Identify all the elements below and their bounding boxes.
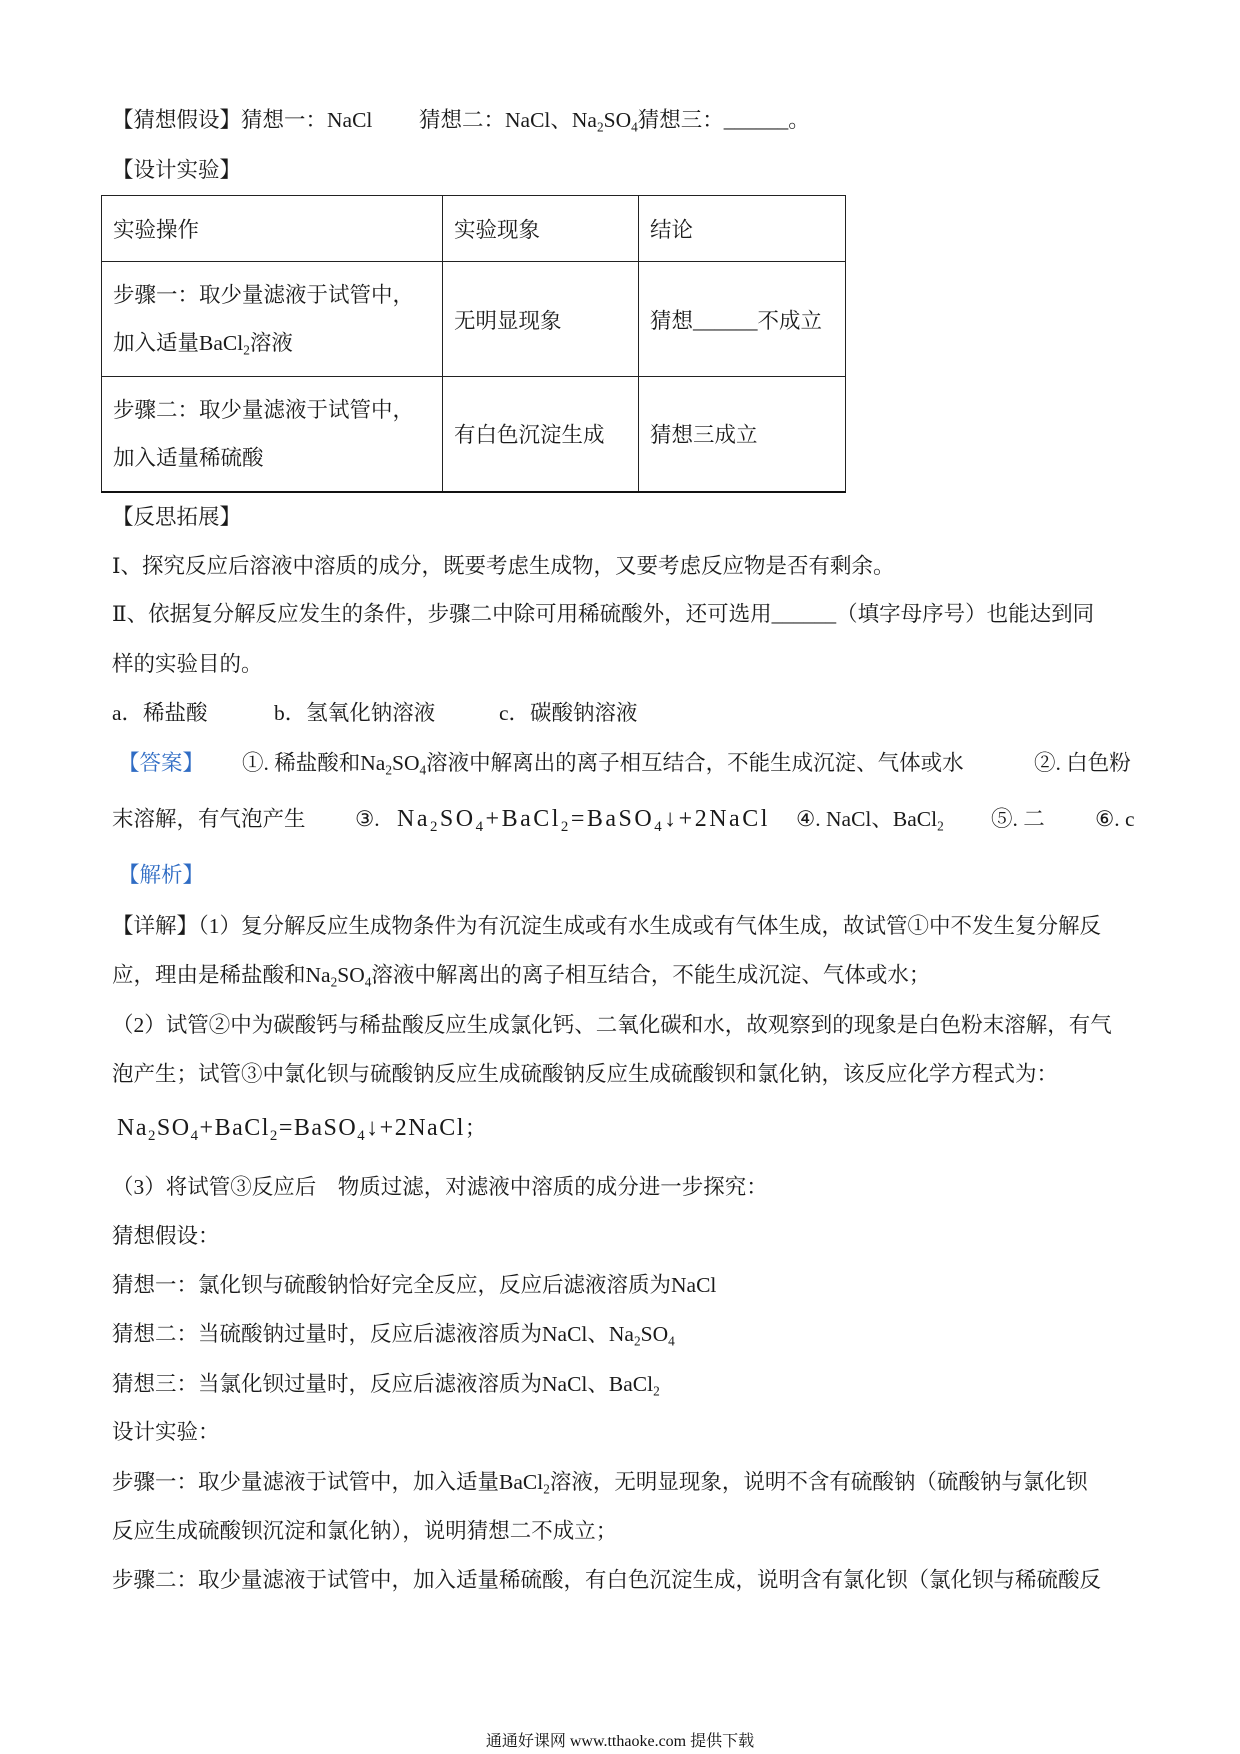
cell-line — [113, 271, 431, 319]
text-run: SO — [603, 108, 632, 132]
detail-label: 【详解】 — [112, 914, 199, 938]
subscript: 2 — [596, 119, 604, 135]
reflection-heading: 【反思拓展】 — [112, 505, 242, 529]
subscript: 2 — [269, 1127, 279, 1144]
analysis-label: 【解析】 — [118, 863, 205, 887]
answer-item-2-part-2: 末溶解，有气泡产生 — [112, 807, 306, 831]
text-run: 步骤一：取少量滤液于试管中， — [113, 283, 415, 307]
analysis-step-1-line-2: 反应生成硫酸钡沉淀和氯化钠），说明猜想二不成立； — [112, 1519, 618, 1543]
answer-item-6: ⑥. c — [1095, 807, 1135, 831]
table-row — [102, 262, 846, 377]
analysis-p3: （3）将试管③反应后 物质过滤，对滤液中溶质的成分进一步探究： — [112, 1175, 768, 1199]
analysis-hypotheses-heading: 猜想假设： — [112, 1224, 220, 1248]
analysis-p1-line-1 — [112, 913, 1136, 939]
subscript: 2 — [633, 1333, 641, 1347]
table-cell-phenomenon: 有白色沉淀生成 — [443, 377, 639, 492]
subscript: 4 — [631, 119, 638, 135]
text-run: +BaCl — [485, 806, 561, 832]
text-run: ↓+2NaCl — [664, 806, 770, 832]
text-run: 步骤二：取少量滤液于试管中， — [113, 397, 415, 422]
subscript: 2 — [937, 818, 944, 834]
subscript: 4 — [419, 762, 427, 778]
reflection-item-1: Ⅰ、探究反应后溶液中溶质的成分，既要考虑生成物，又要考虑反应物是否有剩余。 — [112, 554, 895, 578]
answer-item-5: ⑤. 二 — [991, 807, 1045, 831]
analysis-design-heading: 设计实验： — [112, 1420, 220, 1444]
text-run: Na — [397, 806, 430, 832]
option-b: b．氢氧化钠溶液 — [274, 701, 436, 725]
table-header-row — [102, 196, 846, 262]
cell-line — [113, 319, 431, 367]
answer-item-2-part-1: ②. 白色粉 — [1034, 751, 1131, 775]
analysis-hypothesis-3 — [112, 1371, 1136, 1397]
experiment-table — [101, 195, 846, 493]
equation-end-punct: ； — [464, 1116, 487, 1140]
subscript: 4 — [357, 1127, 367, 1144]
analysis-step-2-line-1: 步骤二：取少量滤液于试管中，加入适量稀硫酸，有白色沉淀生成，说明含有氯化钡（氯化钡与稀硫酸反 — [112, 1568, 1102, 1592]
text-run: 溶液中解离出的离子相互结合，不能生成沉淀、气体或水 — [426, 751, 964, 775]
option-a: a．稀盐酸 — [112, 701, 208, 725]
analysis-equation — [117, 1115, 465, 1144]
analysis-hypothesis-1: 猜想一：氯化钡与硫酸钠恰好完全反应，反应后滤液溶质为NaCl — [112, 1273, 717, 1297]
subscript: 2 — [385, 762, 392, 778]
subscript: 2 — [243, 342, 250, 358]
subscript: 2 — [330, 974, 338, 988]
text-run: SO — [392, 751, 420, 775]
text-run: 应，理由是稀盐酸和Na — [112, 963, 331, 987]
analysis-p2-line-1: （2）试管②中为碳酸钙与稀盐酸反应生成氯化钙、二氧化碳和水，故观察到的现象是白色粉末溶解，有气 — [112, 1013, 1112, 1037]
table-cell-conclusion: 猜想______不成立 — [639, 262, 846, 377]
text-run: 猜想二：NaCl、Na — [419, 108, 597, 132]
table-row — [102, 377, 846, 492]
table-cell-conclusion: 猜想三成立 — [639, 377, 846, 492]
text-run: 加入适量BaCl — [113, 331, 244, 355]
analysis-hypothesis-2 — [112, 1321, 1136, 1347]
subscript: 4 — [654, 818, 665, 835]
analysis-p1-line-2 — [112, 962, 1136, 988]
design-heading: 【设计实验】 — [112, 158, 242, 182]
text-run: =BaSO — [570, 806, 655, 832]
answer-label: 【答案】 — [118, 751, 205, 775]
subscript: 4 — [364, 974, 372, 988]
text-run: 溶液中解离出的离子相互结合，不能生成沉淀、气体或水； — [371, 963, 931, 987]
subscript: 2 — [560, 818, 571, 835]
text-run: Na — [117, 1115, 148, 1141]
table-cell-operation — [102, 262, 443, 377]
cell-line — [113, 386, 431, 434]
hypothesis-guess-2-3 — [419, 107, 810, 133]
text-run: ④. NaCl、BaCl — [796, 807, 938, 831]
page-footer: 通通好课网 www.tthaoke.com 提供下载 — [485, 1733, 755, 1750]
subscript: 2 — [429, 818, 440, 835]
subscript: 4 — [475, 818, 486, 835]
text-run: ①. 稀盐酸和Na — [242, 751, 386, 775]
reflection-item-2-line-1: Ⅱ、依据复分解反应发生的条件，步骤二中除可用稀硫酸外，还可选用______（填字母序号）也能达到同 — [112, 602, 1095, 626]
text-run: 溶液，无明显现象，说明不含有硫酸钠（硫酸钠与氯化钡 — [549, 1470, 1088, 1494]
text-run: +BaCl — [199, 1115, 270, 1141]
answer-item-4 — [796, 806, 944, 832]
answer-item-3-equation — [397, 804, 770, 834]
answer-item-1 — [242, 750, 964, 776]
analysis-p2-line-2: 泡产生；试管③中氯化钡与硫酸钠反应生成硫酸钠反应生成硫酸钡和氯化钠，该反应化学方程式为： — [112, 1062, 1059, 1086]
text-run: 猜想二：当硫酸钠过量时，反应后滤液溶质为NaCl、Na — [112, 1322, 634, 1346]
table-header-operation: 实验操作 — [102, 196, 443, 262]
text-run: SO — [156, 1115, 191, 1141]
table-cell-operation — [102, 377, 443, 492]
text-run: ↓+2NaCl — [366, 1115, 465, 1141]
subscript: 2 — [653, 1383, 660, 1397]
text-run: =BaSO — [278, 1115, 358, 1141]
table-header-phenomenon: 实验现象 — [443, 196, 639, 262]
text-run: 步骤一：取少量滤液于试管中，加入适量BaCl — [112, 1470, 544, 1494]
subscript: 2 — [543, 1481, 550, 1495]
text-run: SO — [337, 963, 365, 987]
answer-item-3-marker: ③. — [355, 807, 380, 831]
subscript: 4 — [190, 1127, 200, 1144]
text-run: 加入适量稀硫酸 — [113, 445, 264, 470]
text-run: 猜想三：当氯化钡过量时，反应后滤液溶质为NaCl、BaCl — [112, 1372, 654, 1396]
text-run: SO — [439, 806, 476, 832]
reflection-item-2-line-2: 样的实验目的。 — [112, 652, 263, 676]
hypothesis-guess-1: 【猜想假设】猜想一：NaCl — [112, 108, 373, 132]
analysis-step-1-line-1 — [112, 1469, 1136, 1495]
option-c: c．碳酸钠溶液 — [499, 701, 638, 725]
subscript: 4 — [668, 1333, 675, 1347]
table-header-conclusion: 结论 — [639, 196, 846, 262]
analysis-text: （1）复分解反应生成物条件为有沉淀生成或有水生成或有气体生成，故试管①中不发生复分解反 — [198, 914, 1102, 938]
cell-line — [113, 434, 431, 482]
subscript: 2 — [147, 1127, 157, 1144]
text-run: 猜想三：______。 — [637, 108, 810, 132]
analysis-equation-line — [117, 1113, 486, 1143]
table-cell-phenomenon: 无明显现象 — [443, 262, 639, 377]
text-run: 溶液 — [249, 331, 293, 355]
text-run: SO — [640, 1322, 669, 1346]
